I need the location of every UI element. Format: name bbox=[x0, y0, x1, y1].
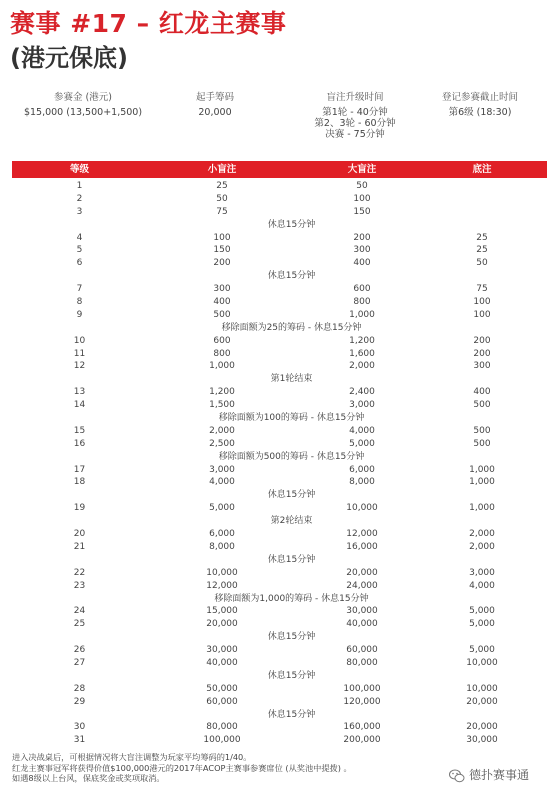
cell-small-blind: 100 bbox=[213, 232, 231, 243]
cell-level: 29 bbox=[73, 696, 86, 707]
cell-big-blind: 20,000 bbox=[346, 567, 378, 578]
level-row bbox=[12, 348, 547, 361]
level-row bbox=[12, 683, 547, 696]
cell-level: 20 bbox=[73, 529, 86, 540]
level-row bbox=[12, 180, 547, 193]
cell-ante: 50 bbox=[476, 258, 488, 269]
level-row bbox=[12, 257, 547, 270]
break-label: 移除面额为500的筹码 - 休息15分钟 bbox=[218, 451, 365, 462]
cell-ante: 5,000 bbox=[469, 606, 495, 617]
cell-level: 6 bbox=[76, 258, 83, 269]
cell-level: 22 bbox=[73, 567, 86, 578]
cell-ante: 30,000 bbox=[466, 735, 498, 746]
structure-table-body bbox=[12, 180, 547, 747]
cell-ante: 25 bbox=[476, 245, 488, 256]
cell-big-blind: 16,000 bbox=[346, 541, 378, 552]
cell-small-blind: 4,000 bbox=[209, 477, 235, 488]
break-label: 移除面额为100的筹码 - 休息15分钟 bbox=[218, 413, 365, 424]
header-ante: 底注 bbox=[472, 164, 492, 175]
cell-small-blind: 600 bbox=[213, 335, 231, 346]
header-big-blind: 大盲注 bbox=[347, 164, 377, 175]
level-row bbox=[12, 193, 547, 206]
cell-small-blind: 1,200 bbox=[209, 387, 235, 398]
level-row bbox=[12, 425, 547, 438]
info-heading: 参赛金 (港元) bbox=[54, 92, 112, 103]
cell-level: 7 bbox=[76, 284, 83, 295]
cell-small-blind: 80,000 bbox=[206, 722, 238, 733]
level-row bbox=[12, 386, 547, 399]
cell-level: 31 bbox=[73, 735, 86, 746]
cell-level: 17 bbox=[73, 464, 86, 475]
cell-ante: 1,000 bbox=[469, 477, 495, 488]
cell-big-blind: 2,400 bbox=[349, 387, 375, 398]
structure-table-header bbox=[12, 161, 547, 178]
cell-big-blind: 4,000 bbox=[349, 425, 375, 436]
cell-big-blind: 400 bbox=[353, 258, 371, 269]
level-row bbox=[12, 309, 547, 322]
info-starting-chips bbox=[160, 92, 270, 118]
cell-big-blind: 160,000 bbox=[343, 722, 381, 733]
header-small-blind: 小盲注 bbox=[207, 164, 237, 175]
cell-level: 16 bbox=[73, 438, 86, 449]
cell-small-blind: 200 bbox=[213, 258, 231, 269]
info-value bbox=[290, 107, 420, 140]
cell-ante: 100 bbox=[473, 297, 491, 308]
break-label: 第2轮结束 bbox=[270, 516, 313, 527]
cell-big-blind: 300 bbox=[353, 245, 371, 256]
cell-ante: 10,000 bbox=[466, 657, 498, 668]
cell-ante: 200 bbox=[473, 348, 491, 359]
cell-big-blind: 600 bbox=[353, 284, 371, 295]
level-row bbox=[12, 232, 547, 245]
cell-level: 18 bbox=[73, 477, 86, 488]
cell-level: 28 bbox=[73, 683, 86, 694]
cell-level: 24 bbox=[73, 606, 86, 617]
cell-level: 5 bbox=[76, 245, 83, 256]
info-heading: 登记参赛截止时间 bbox=[441, 92, 518, 103]
level-row bbox=[12, 541, 547, 554]
watermark-text: 德扑赛事通 bbox=[469, 768, 530, 782]
cell-small-blind: 20,000 bbox=[206, 619, 238, 630]
level-row bbox=[12, 618, 547, 631]
break-row bbox=[12, 412, 547, 425]
info-registration-close bbox=[420, 92, 540, 118]
level-row bbox=[12, 567, 547, 580]
cell-ante: 500 bbox=[473, 425, 491, 436]
cell-small-blind: 15,000 bbox=[206, 606, 238, 617]
info-value: 20,000 bbox=[198, 107, 232, 118]
cell-level: 13 bbox=[73, 387, 86, 398]
level-row bbox=[12, 283, 547, 296]
footnotes bbox=[12, 752, 352, 784]
cell-small-blind: 60,000 bbox=[206, 696, 238, 707]
cell-level: 27 bbox=[73, 657, 86, 668]
watermark bbox=[449, 766, 529, 783]
cell-ante: 25 bbox=[476, 232, 488, 243]
cell-level: 2 bbox=[76, 193, 83, 204]
cell-level: 15 bbox=[73, 425, 86, 436]
level-row bbox=[12, 644, 547, 657]
cell-big-blind: 24,000 bbox=[346, 580, 378, 591]
cell-ante: 2,000 bbox=[469, 541, 495, 552]
break-label: 休息15分钟 bbox=[267, 670, 316, 681]
cell-small-blind: 50,000 bbox=[206, 683, 238, 694]
cell-big-blind: 50 bbox=[356, 181, 368, 191]
cell-level: 1 bbox=[76, 181, 83, 191]
level-row bbox=[12, 502, 547, 515]
break-row bbox=[12, 515, 547, 528]
info-blind-levels bbox=[290, 92, 420, 140]
break-label: 休息15分钟 bbox=[267, 632, 316, 643]
cell-big-blind: 80,000 bbox=[346, 657, 378, 668]
cell-ante: 500 bbox=[473, 438, 491, 449]
cell-level: 12 bbox=[73, 361, 86, 372]
wechat-icon bbox=[449, 769, 465, 783]
level-row bbox=[12, 438, 547, 451]
level-row bbox=[12, 399, 547, 412]
cell-ante: 20,000 bbox=[466, 696, 498, 707]
break-label: 第1轮结束 bbox=[270, 374, 313, 385]
cell-ante: 4,000 bbox=[469, 580, 495, 591]
cell-small-blind: 75 bbox=[216, 206, 228, 217]
info-heading: 起手筹码 bbox=[195, 92, 234, 103]
cell-ante: 2,000 bbox=[469, 529, 495, 540]
break-label: 休息15分钟 bbox=[267, 490, 316, 501]
info-value-line: 决赛 - 75分钟 bbox=[325, 129, 385, 140]
break-label: 移除面额为1,000的筹码 - 休息15分钟 bbox=[214, 593, 369, 604]
cell-big-blind: 100 bbox=[353, 193, 371, 204]
cell-level: 3 bbox=[76, 206, 83, 217]
cell-small-blind: 30,000 bbox=[206, 645, 238, 656]
cell-level: 25 bbox=[73, 619, 86, 630]
break-row bbox=[12, 489, 547, 502]
cell-small-blind: 2,000 bbox=[209, 425, 235, 436]
cell-level: 21 bbox=[73, 541, 86, 552]
cell-level: 23 bbox=[73, 580, 86, 591]
footnote: 如遇8级以上台风，保底奖金或奖项取消。 bbox=[12, 773, 165, 783]
break-label: 休息15分钟 bbox=[267, 709, 316, 720]
level-row bbox=[12, 464, 547, 477]
level-row bbox=[12, 476, 547, 489]
cell-level: 26 bbox=[73, 645, 86, 656]
cell-big-blind: 6,000 bbox=[349, 464, 375, 475]
break-row bbox=[12, 322, 547, 335]
level-row bbox=[12, 580, 547, 593]
cell-level: 10 bbox=[73, 335, 86, 346]
cell-ante: 20,000 bbox=[466, 722, 498, 733]
cell-small-blind: 300 bbox=[213, 284, 231, 295]
cell-big-blind: 1,600 bbox=[349, 348, 375, 359]
cell-big-blind: 10,000 bbox=[346, 503, 378, 514]
cell-level: 11 bbox=[73, 348, 86, 359]
cell-small-blind: 25 bbox=[216, 181, 228, 191]
cell-big-blind: 12,000 bbox=[346, 529, 378, 540]
cell-big-blind: 800 bbox=[353, 297, 371, 308]
cell-small-blind: 50 bbox=[216, 193, 228, 204]
info-value: 第6级 (18:30) bbox=[448, 107, 512, 118]
cell-ante: 5,000 bbox=[469, 645, 495, 656]
cell-small-blind: 8,000 bbox=[209, 541, 235, 552]
cell-small-blind: 6,000 bbox=[209, 529, 235, 540]
info-value: $15,000 (13,500+1,500) bbox=[23, 107, 143, 118]
cell-big-blind: 1,200 bbox=[349, 335, 375, 346]
cell-small-blind: 1,000 bbox=[209, 361, 235, 372]
cell-level: 14 bbox=[73, 400, 86, 411]
header-level: 等级 bbox=[69, 164, 89, 175]
footnote: 红龙主赛事冠军将获得价值$100,000港元的2017年ACOP主赛事参赛席位 (从奖池中提拨) 。 bbox=[12, 762, 352, 773]
cell-big-blind: 200,000 bbox=[343, 735, 381, 746]
cell-ante: 1,000 bbox=[469, 464, 495, 475]
cell-big-blind: 2,000 bbox=[349, 361, 375, 372]
cell-ante: 300 bbox=[473, 361, 491, 372]
cell-small-blind: 2,500 bbox=[209, 438, 235, 449]
break-row bbox=[12, 373, 547, 386]
cell-big-blind: 100,000 bbox=[343, 683, 381, 694]
cell-level: 4 bbox=[76, 232, 83, 243]
title-line1: 赛事 #17 – 红龙主赛事 bbox=[10, 9, 287, 38]
break-row bbox=[12, 554, 547, 567]
cell-level: 19 bbox=[73, 503, 86, 514]
cell-ante: 5,000 bbox=[469, 619, 495, 630]
cell-big-blind: 8,000 bbox=[349, 477, 375, 488]
break-row bbox=[12, 270, 547, 283]
cell-small-blind: 800 bbox=[213, 348, 231, 359]
cell-small-blind: 1,500 bbox=[209, 400, 235, 411]
level-row bbox=[12, 721, 547, 734]
cell-small-blind: 40,000 bbox=[206, 657, 238, 668]
break-label: 休息15分钟 bbox=[267, 554, 316, 565]
level-row bbox=[12, 605, 547, 618]
cell-big-blind: 40,000 bbox=[346, 619, 378, 630]
break-row bbox=[12, 631, 547, 644]
cell-ante: 100 bbox=[473, 309, 491, 320]
event-info bbox=[0, 92, 559, 152]
break-row bbox=[12, 593, 547, 606]
level-row bbox=[12, 244, 547, 257]
title-line2: (港元保底) bbox=[10, 44, 128, 72]
cell-big-blind: 200 bbox=[353, 232, 371, 243]
cell-big-blind: 60,000 bbox=[346, 645, 378, 656]
cell-small-blind: 500 bbox=[213, 309, 231, 320]
cell-small-blind: 3,000 bbox=[209, 464, 235, 475]
info-value-line: 第1轮 - 40分钟 bbox=[322, 107, 388, 118]
level-row bbox=[12, 360, 547, 373]
cell-level: 8 bbox=[76, 297, 83, 308]
break-label: 休息15分钟 bbox=[267, 219, 316, 230]
info-buyin bbox=[18, 92, 148, 118]
level-row bbox=[12, 734, 547, 747]
break-row bbox=[12, 670, 547, 683]
cell-big-blind: 5,000 bbox=[349, 438, 375, 449]
footnote: 进入决战桌后，可根据情况将大盲注调整为玩家平均筹码的1/40。 bbox=[12, 752, 252, 762]
cell-big-blind: 3,000 bbox=[349, 400, 375, 411]
cell-small-blind: 400 bbox=[213, 297, 231, 308]
cell-big-blind: 1,000 bbox=[349, 309, 375, 320]
level-row bbox=[12, 206, 547, 219]
cell-small-blind: 10,000 bbox=[206, 567, 238, 578]
break-label: 移除面额为25的筹码 - 休息15分钟 bbox=[221, 322, 362, 333]
level-row bbox=[12, 528, 547, 541]
cell-level: 30 bbox=[73, 722, 86, 733]
cell-ante: 400 bbox=[473, 387, 491, 398]
cell-big-blind: 120,000 bbox=[343, 696, 381, 707]
cell-small-blind: 150 bbox=[213, 245, 231, 256]
cell-big-blind: 150 bbox=[353, 206, 371, 217]
info-heading: 盲注升级时间 bbox=[326, 92, 384, 103]
cell-big-blind: 30,000 bbox=[346, 606, 378, 617]
cell-level: 9 bbox=[76, 309, 83, 320]
level-row bbox=[12, 696, 547, 709]
cell-ante: 75 bbox=[476, 284, 488, 295]
break-row bbox=[12, 709, 547, 722]
cell-ante: 200 bbox=[473, 335, 491, 346]
level-row bbox=[12, 296, 547, 309]
cell-ante: 1,000 bbox=[469, 503, 495, 514]
cell-ante: 500 bbox=[473, 400, 491, 411]
cell-small-blind: 100,000 bbox=[203, 735, 241, 746]
cell-small-blind: 12,000 bbox=[206, 580, 238, 591]
cell-small-blind: 5,000 bbox=[209, 503, 235, 514]
cell-ante: 10,000 bbox=[466, 683, 498, 694]
break-row bbox=[12, 451, 547, 464]
cell-ante: 3,000 bbox=[469, 567, 495, 578]
info-value-line: 第2、3轮 - 60分钟 bbox=[314, 118, 396, 129]
level-row bbox=[12, 335, 547, 348]
break-row bbox=[12, 219, 547, 232]
level-row bbox=[12, 657, 547, 670]
break-label: 休息15分钟 bbox=[267, 271, 316, 282]
